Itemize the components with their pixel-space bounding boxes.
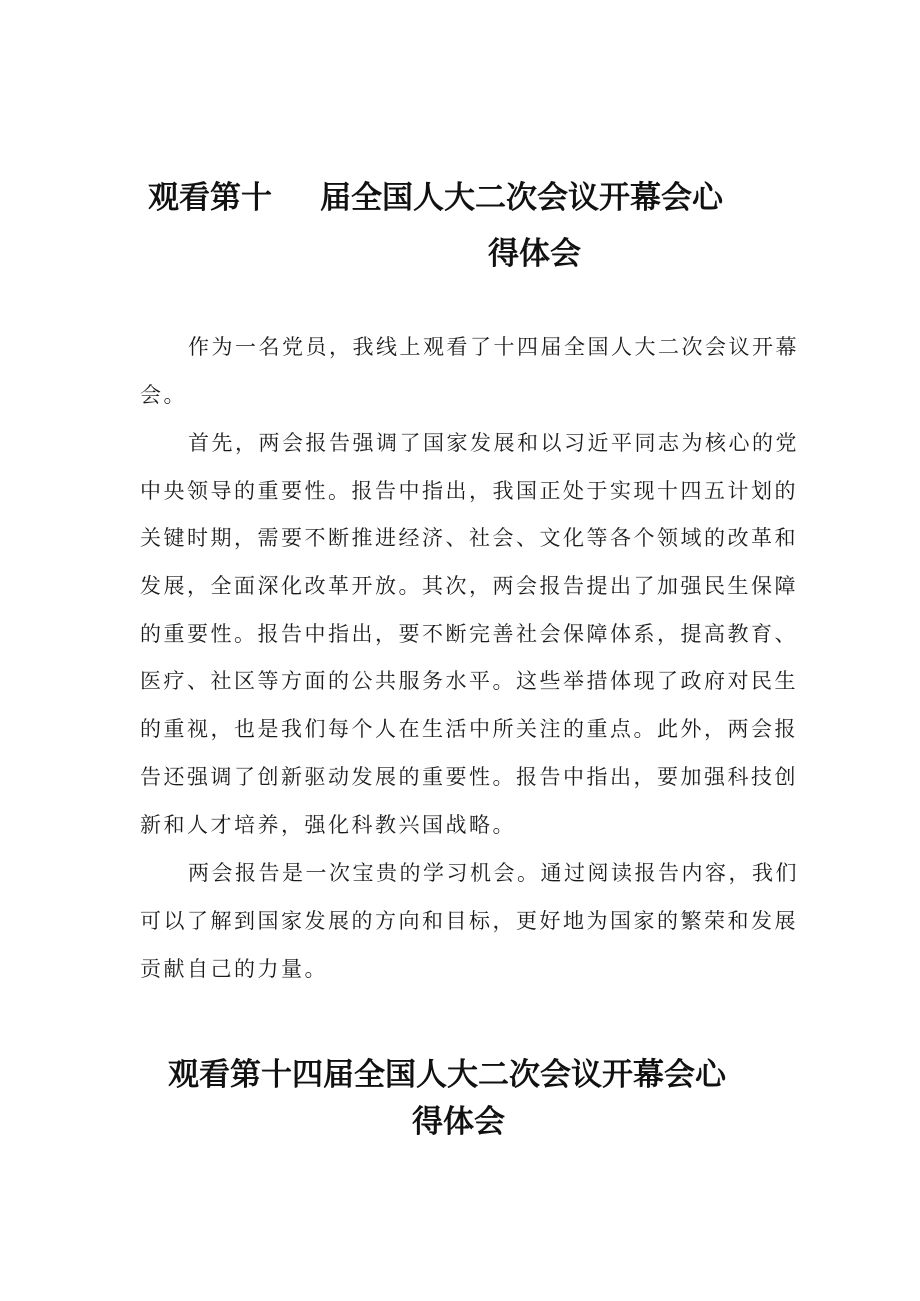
body-line: 的重视，也是我们每个人在生活中所关注的重点。此外，两会报	[140, 717, 798, 741]
title-top-part2: 届全国人大二次会议开幕会心	[320, 180, 723, 216]
title-top-part3: 得体会	[488, 236, 581, 272]
body-line: 关键时期，需要不断推进经济、社会、文化等各个领域的改革和	[140, 526, 798, 550]
body-line: 中央领导的重要性。报告中指出，我国正处于实现十四五计划的	[140, 479, 798, 503]
body-line: 会。	[140, 383, 187, 407]
body-line: 首先，两会报告强调了国家发展和以习近平同志为核心的党	[188, 431, 799, 455]
title-bottom-line2: 得体会	[412, 1104, 505, 1140]
body-line: 的重要性。报告中指出，要不断完善社会保障体系，提高教育、	[140, 622, 798, 646]
body-line: 医疗、社区等方面的公共服务水平。这些举措体现了政府对民生	[140, 669, 798, 693]
body-line: 新和人才培养，强化科教兴国战略。	[140, 813, 516, 837]
body-line: 两会报告是一次宝贵的学习机会。通过阅读报告内容，我们	[188, 861, 799, 885]
body-line: 发展，全面深化改革开放。其次，两会报告提出了加强民生保障	[140, 574, 798, 598]
body-line: 作为一名党员，我线上观看了十四届全国人大二次会议开幕	[188, 335, 799, 359]
title-bottom-line1: 观看第十四届全国人大二次会议开幕会心	[168, 1057, 726, 1093]
body-line: 告还强调了创新驱动发展的重要性。报告中指出，要加强科技创	[140, 765, 798, 789]
title-top-part1: 观看第十	[148, 180, 272, 216]
body-line: 贡献自己的力量。	[140, 957, 328, 981]
body-line: 可以了解到国家发展的方向和目标，更好地为国家的繁荣和发展	[140, 909, 798, 933]
